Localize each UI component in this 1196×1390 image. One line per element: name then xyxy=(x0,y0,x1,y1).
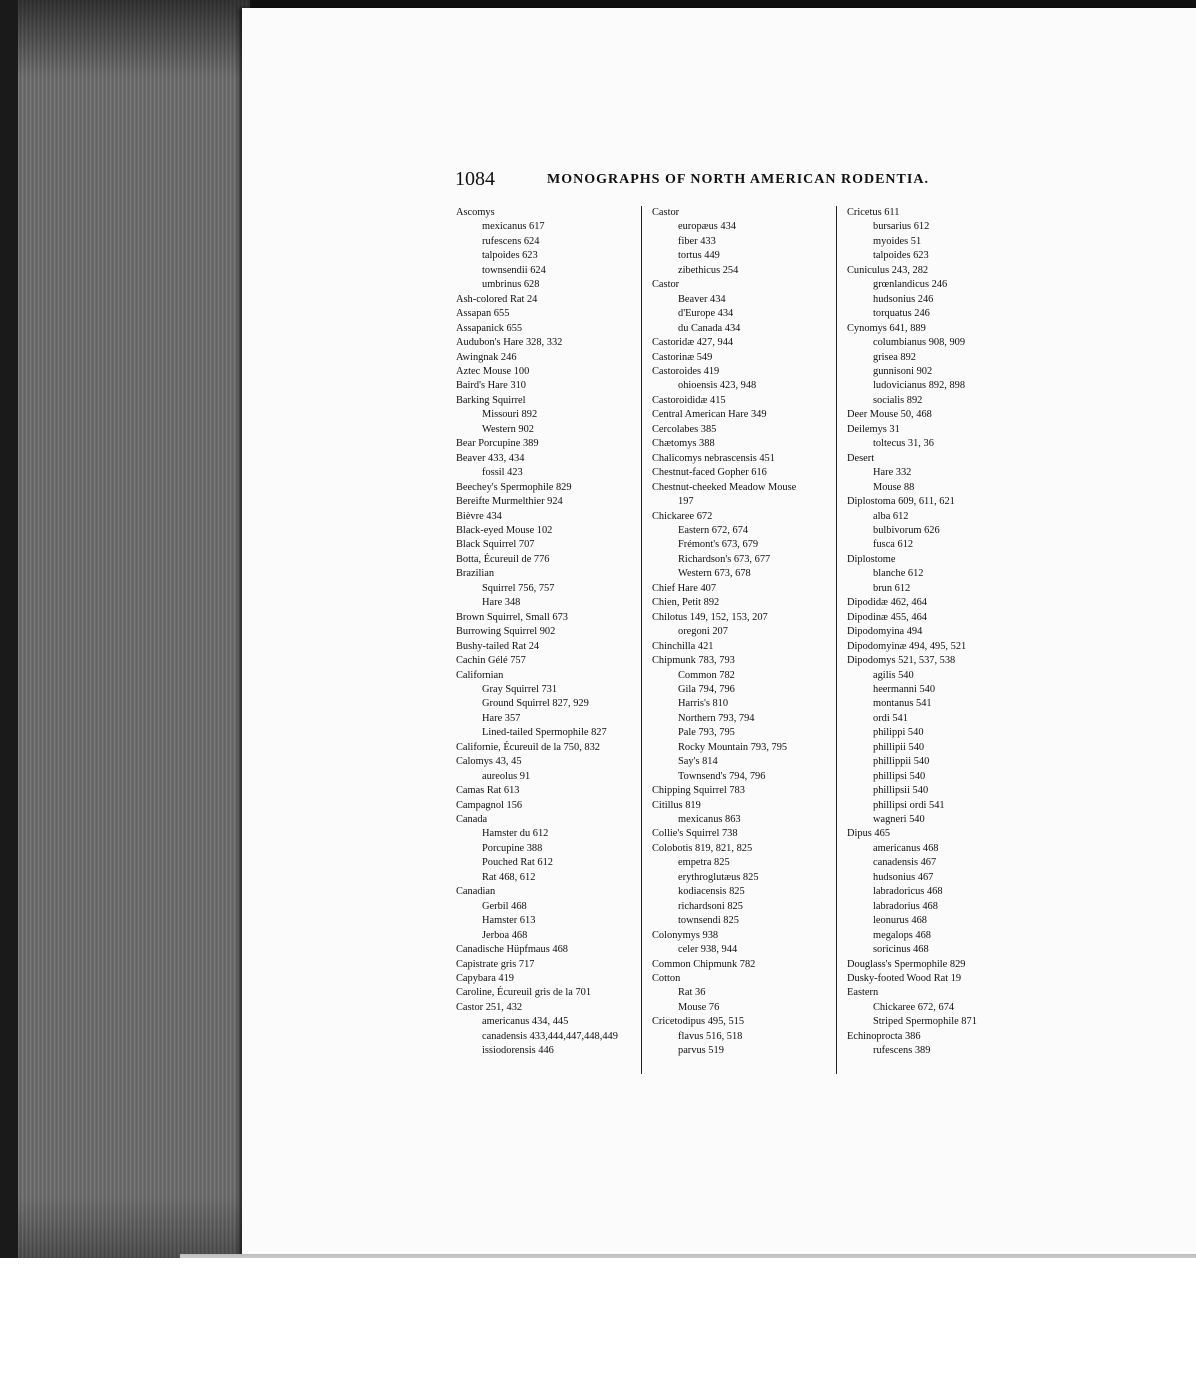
index-entry: Chickaree 672 xyxy=(652,510,713,522)
index-subentry: Hamster 613 xyxy=(482,915,536,927)
index-subentry: ohioensis 423, 948 xyxy=(678,380,757,392)
index-column-3 xyxy=(847,206,1047,1059)
index-entry: Brown Squirrel, Small 673 xyxy=(456,611,568,623)
index-subentry: d'Europe 434 xyxy=(678,308,734,320)
index-entry: Barking Squirrel xyxy=(456,394,526,406)
index-subentry: brun 612 xyxy=(873,582,911,594)
index-subentry: Rocky Mountain 793, 795 xyxy=(678,741,788,753)
index-subentry: Gila 794, 796 xyxy=(678,683,735,695)
index-entry: Caroline, Écureuil gris de la 701 xyxy=(456,987,592,999)
index-subentry: talpoides 623 xyxy=(482,250,538,262)
index-subentry: Richardson's 673, 677 xyxy=(678,553,771,565)
index-entry: Awingnak 246 xyxy=(456,351,517,363)
index-entry: Castoridæ 427, 944 xyxy=(652,337,734,349)
index-entry: Castorinæ 549 xyxy=(652,351,713,363)
index-subentry: socialis 892 xyxy=(873,394,923,406)
index-subentry: blanche 612 xyxy=(873,568,924,580)
index-subentry: canadensis 433,444,447,448,449 xyxy=(482,1030,618,1042)
index-subentry: gunnisoni 902 xyxy=(873,365,933,377)
index-entry: Ascomys xyxy=(456,207,495,218)
index-subentry: Striped Spermophile 871 xyxy=(873,1016,977,1028)
index-entry: Common Chipmunk 782 xyxy=(652,958,756,970)
index-entry: Audubon's Hare 328, 332 xyxy=(456,337,563,349)
index-entry: Brazilian xyxy=(456,568,495,580)
index-entry: Canada xyxy=(456,814,488,826)
index-subentry: americanus 434, 445 xyxy=(482,1016,569,1028)
index-entry: Chestnut-cheeked Meadow Mouse xyxy=(652,481,797,493)
index-subentry: Pouched Rat 612 xyxy=(482,857,553,869)
index-column-2 xyxy=(652,206,852,1059)
index-subentry: empetra 825 xyxy=(678,857,730,869)
index-subentry: Hare 332 xyxy=(873,467,912,479)
index-subentry: grisea 892 xyxy=(873,351,916,363)
index-subentry: mexicanus 617 xyxy=(482,221,545,233)
index-subentry: fiber 433 xyxy=(678,235,716,247)
index-subentry: Jerboa 468 xyxy=(482,929,528,941)
index-subentry: phillipsii 540 xyxy=(873,785,929,797)
index-entry: Bear Porcupine 389 xyxy=(456,438,539,450)
index-subentry: rufescens 624 xyxy=(482,235,540,247)
index-subentry: Northern 793, 794 xyxy=(678,712,755,724)
index-subentry: Hare 357 xyxy=(482,712,521,724)
index-subentry: mexicanus 863 xyxy=(678,814,741,826)
index-subentry: grœnlandicus 246 xyxy=(873,279,948,291)
index-entry: Colonymys 938 xyxy=(652,929,719,941)
index-subentry: zibethicus 254 xyxy=(678,264,739,276)
index-entry: Californie, Écureuil de la 750, 832 xyxy=(456,741,600,753)
index-subentry: Say's 814 xyxy=(678,756,718,768)
index-entry: Dipodinæ 455, 464 xyxy=(847,611,927,623)
index-entry: Cachin Gélé 757 xyxy=(456,655,526,667)
index-entry: Bushy-tailed Rat 24 xyxy=(456,640,540,652)
index-entry: Desert xyxy=(847,452,875,464)
index-subentry: Townsend's 794, 796 xyxy=(678,770,766,782)
index-subentry: toltecus 31, 36 xyxy=(873,438,934,450)
column-divider xyxy=(641,206,642,1074)
index-entry: Diplostoma 609, 611, 621 xyxy=(847,496,955,508)
index-subentry: Chickaree 672, 674 xyxy=(873,1001,955,1013)
index-entry: Canadian xyxy=(456,886,496,898)
index-entry: Capistrate gris 717 xyxy=(456,958,535,970)
index-subentry: bursarius 612 xyxy=(873,221,930,233)
index-subentry: kodiacensis 825 xyxy=(678,886,745,898)
index-entry: Camas Rat 613 xyxy=(456,785,520,797)
index-entry: Black-eyed Mouse 102 xyxy=(456,524,553,536)
scan-background xyxy=(0,1258,1196,1390)
index-subentry: parvus 519 xyxy=(678,1045,724,1057)
index-subentry: flavus 516, 518 xyxy=(678,1030,743,1042)
index-subentry: torquatus 246 xyxy=(873,308,930,320)
index-subentry: leonurus 468 xyxy=(873,915,927,927)
page-number: 1084 xyxy=(455,168,495,190)
index-entry: Castor xyxy=(652,279,680,291)
index-column-1 xyxy=(456,206,656,1059)
index-entry: Castor 251, 432 xyxy=(456,1001,523,1013)
index-subentry: Beaver 434 xyxy=(678,293,726,305)
index-entry: Chien, Petit 892 xyxy=(652,597,720,609)
index-entry: Cercolabes 385 xyxy=(652,423,717,435)
index-subentry: hudsonius 246 xyxy=(873,293,934,305)
index-entry: Castoroididæ 415 xyxy=(652,394,726,406)
index-entry: Cotton xyxy=(652,973,681,985)
index-subentry: Western 673, 678 xyxy=(678,568,751,580)
index-subentry: phillippii 540 xyxy=(873,756,930,768)
index-entry: Dipodidæ 462, 464 xyxy=(847,597,927,609)
index-entry: Beaver 433, 434 xyxy=(456,452,525,464)
column-divider xyxy=(836,206,837,1074)
index-subentry: townsendii 624 xyxy=(482,264,546,276)
book-page-edges xyxy=(0,0,250,1300)
index-subentry: Western 902 xyxy=(482,423,534,435)
index-entry: Campagnol 156 xyxy=(456,799,523,811)
index-subentry: agilis 540 xyxy=(873,669,914,681)
index-entry: Echinoprocta 386 xyxy=(847,1030,921,1042)
index-subentry: tortus 449 xyxy=(678,250,720,262)
index-subentry: megalops 468 xyxy=(873,929,932,941)
index-subentry: aureolus 91 xyxy=(482,770,531,782)
index-entry: Chætomys 388 xyxy=(652,438,715,450)
index-subentry: Frémont's 673, 679 xyxy=(678,539,759,551)
index-entry: Capybara 419 xyxy=(456,973,514,985)
index-entry: Calomys 43, 45 xyxy=(456,756,522,768)
index-entry: Collie's Squirrel 738 xyxy=(652,828,738,840)
index-subentry: Eastern 672, 674 xyxy=(678,524,749,536)
index-subentry: philippi 540 xyxy=(873,727,924,739)
index-subentry: labradoricus 468 xyxy=(873,886,943,898)
index-entry: Californian xyxy=(456,669,504,681)
index-entry: Chief Hare 407 xyxy=(652,582,717,594)
index-entry: Assapanick 655 xyxy=(456,322,523,334)
index-subentry: Hare 348 xyxy=(482,597,521,609)
index-subentry: canadensis 467 xyxy=(873,857,937,869)
index-subentry: montanus 541 xyxy=(873,698,932,710)
index-subentry: fusca 612 xyxy=(873,539,914,551)
index-subentry: Rat 468, 612 xyxy=(482,871,536,883)
index-subentry: hudsonius 467 xyxy=(873,871,934,883)
index-subentry: Gerbil 468 xyxy=(482,900,527,912)
index-entry: Castor xyxy=(652,207,680,218)
index-subentry: Hamster du 612 xyxy=(482,828,549,840)
index-subentry: ordi 541 xyxy=(873,712,908,724)
index-subentry: Ground Squirrel 827, 929 xyxy=(482,698,589,710)
index-entry: Chipping Squirrel 783 xyxy=(652,785,745,797)
index-entry: Castoroides 419 xyxy=(652,365,720,377)
index-subentry: Pale 793, 795 xyxy=(678,727,735,739)
index-entry: Dipodomyinæ 494, 495, 521 xyxy=(847,640,967,652)
index-subentry: Harris's 810 xyxy=(678,698,729,710)
index-subentry: townsendi 825 xyxy=(678,915,739,927)
index-entry: Ash-colored Rat 24 xyxy=(456,293,538,305)
index-entry: Dipodomys 521, 537, 538 xyxy=(847,655,956,667)
index-entry: Canadische Hüpfmaus 468 xyxy=(456,944,568,956)
index-subentry: rufescens 389 xyxy=(873,1045,931,1057)
index-entry: Douglass's Spermophile 829 xyxy=(847,958,966,970)
running-title: MONOGRAPHS OF NORTH AMERICAN RODENTIA. xyxy=(547,172,929,187)
index-subentry: phillipsi ordi 541 xyxy=(873,799,945,811)
index-subentry: Mouse 88 xyxy=(873,481,915,493)
index-subentry: ludovicianus 892, 898 xyxy=(873,380,966,392)
index-subentry: Porcupine 388 xyxy=(482,842,543,854)
index-subentry: labradorius 468 xyxy=(873,900,938,912)
index-subentry: celer 938, 944 xyxy=(678,944,738,956)
index-entry: Assapan 655 xyxy=(456,308,510,320)
index-subentry: columbianus 908, 909 xyxy=(873,337,966,349)
index-entry: Chilotus 149, 152, 153, 207 xyxy=(652,611,768,623)
index-subentry: Gray Squirrel 731 xyxy=(482,683,558,695)
index-subentry: phillipii 540 xyxy=(873,741,925,753)
index-entry: Burrowing Squirrel 902 xyxy=(456,626,556,638)
index-entry: Bièvre 434 xyxy=(456,510,502,522)
index-subentry: umbrinus 628 xyxy=(482,279,540,291)
index-entry: Beechey's Spermophile 829 xyxy=(456,481,572,493)
index-subentry: bulbivorum 626 xyxy=(873,524,940,536)
index-subentry: phillipsi 540 xyxy=(873,770,926,782)
index-entry: Central American Hare 349 xyxy=(652,409,767,421)
index-entry: Deer Mouse 50, 468 xyxy=(847,409,932,421)
index-entry: Deilemys 31 xyxy=(847,423,900,435)
index-entry: Baird's Hare 310 xyxy=(456,380,526,392)
index-subentry: du Canada 434 xyxy=(678,322,741,334)
index-subentry: 197 xyxy=(678,496,694,508)
index-entry: Citillus 819 xyxy=(652,799,701,811)
index-subentry: Rat 36 xyxy=(678,987,706,999)
index-subentry: erythroglutæus 825 xyxy=(678,871,759,883)
index-subentry: heermanni 540 xyxy=(873,683,936,695)
index-entry: Cynomys 641, 889 xyxy=(847,322,926,334)
index-subentry: issiodorensis 446 xyxy=(482,1045,554,1057)
index-entry: Diplostome xyxy=(847,553,896,565)
index-entry: Chestnut-faced Gopher 616 xyxy=(652,467,767,479)
index-subentry: fossil 423 xyxy=(482,467,523,479)
book-spine-shadow xyxy=(0,0,18,1300)
index-entry: Colobotis 819, 821, 825 xyxy=(652,842,753,854)
index-entry: Chinchilla 421 xyxy=(652,640,714,652)
index-entry: Bereifte Murmelthier 924 xyxy=(456,496,563,508)
index-entry: Black Squirrel 707 xyxy=(456,539,535,551)
index-subentry: Squirrel 756, 757 xyxy=(482,582,555,594)
index-subentry: richardsoni 825 xyxy=(678,900,743,912)
index-entry: Botta, Écureuil de 776 xyxy=(456,553,550,565)
index-entry: Dusky-footed Wood Rat 19 xyxy=(847,973,962,985)
index-subentry: Mouse 76 xyxy=(678,1001,720,1013)
index-entry: Cuniculus 243, 282 xyxy=(847,264,929,276)
index-subentry: myoides 51 xyxy=(873,235,922,247)
index-subentry: soricinus 468 xyxy=(873,944,929,956)
index-entry: Dipus 465 xyxy=(847,828,891,840)
index-subentry: europæus 434 xyxy=(678,221,737,233)
index-subentry: wagneri 540 xyxy=(873,814,925,826)
index-entry: Cricetodipus 495, 515 xyxy=(652,1016,745,1028)
index-subentry: americanus 468 xyxy=(873,842,939,854)
index-entry: Eastern xyxy=(847,987,879,999)
index-entry: Cricetus 611 xyxy=(847,207,900,218)
page-header xyxy=(455,168,975,194)
index-subentry: Missouri 892 xyxy=(482,409,538,421)
index-subentry: Lined-tailed Spermophile 827 xyxy=(482,727,607,739)
index-subentry: oregoni 207 xyxy=(678,626,728,638)
index-subentry: talpoides 623 xyxy=(873,250,929,262)
index-entry: Chalicomys nebrascensis 451 xyxy=(652,452,775,464)
index-subentry: alba 612 xyxy=(873,510,909,522)
index-entry: Aztec Mouse 100 xyxy=(456,365,530,377)
index-subentry: Common 782 xyxy=(678,669,735,681)
index-entry: Chipmunk 783, 793 xyxy=(652,655,735,667)
index-entry: Dipodomyina 494 xyxy=(847,626,923,638)
